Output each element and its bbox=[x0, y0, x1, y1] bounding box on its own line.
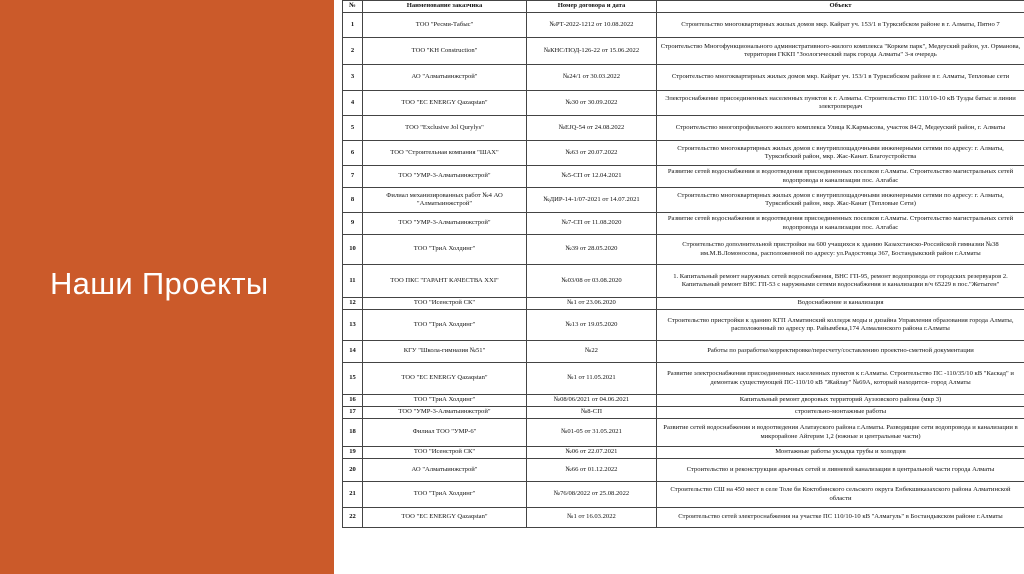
cell-contract: №76/08/2022 от 25.08.2022 bbox=[527, 482, 657, 508]
cell-contract: №06 от 22.07.2021 bbox=[527, 447, 657, 459]
table-row bbox=[343, 38, 1024, 65]
cell-object: Строительство СШ на 450 мест в селе Толе би Коктобинского сельского округа Енбекшиказахского района Алматинской области bbox=[657, 482, 1024, 508]
table-row bbox=[343, 235, 1024, 265]
table-row bbox=[343, 419, 1024, 447]
cell-customer: ТОО "Исенстрой СК" bbox=[363, 447, 527, 459]
cell-contract: №1 от 23.06.2020 bbox=[527, 298, 657, 310]
table-row bbox=[343, 459, 1024, 482]
cell-object: Монтажные работы укладка трубы и холодцев bbox=[657, 447, 1024, 459]
cell-contract: №EJQ-54 от 24.08.2022 bbox=[527, 116, 657, 141]
cell-number: 21 bbox=[343, 482, 363, 508]
cell-object: Развитие сетей водоснабжения и водоотведения присоединенных поселков г.Алматы. Строительство магистральных сетей водопровода и канализации пос. Алгабас bbox=[657, 166, 1024, 188]
cell-object: Строительство Многофункционального административного-жилого комплекса "Коркем парк", Медеуский район, ул. Орманова, территория ГККП "Зоологический парк города Алматы" 3-я очередь bbox=[657, 38, 1024, 65]
cell-number: 17 bbox=[343, 407, 363, 419]
table-row bbox=[343, 310, 1024, 341]
table-row bbox=[343, 65, 1024, 91]
cell-number: 12 bbox=[343, 298, 363, 310]
cell-customer: ТОО "KH Construction" bbox=[363, 38, 527, 65]
table-row bbox=[343, 188, 1024, 213]
cell-customer: ТОО "ТриА Холдинг" bbox=[363, 395, 527, 407]
cell-contract: №39 от 28.05.2020 bbox=[527, 235, 657, 265]
projects-table-container bbox=[342, 0, 1024, 574]
cell-contract: №7-СП от 11.08.2020 bbox=[527, 213, 657, 235]
cell-contract: №ДИР-14-1/07-2021 от 14.07.2021 bbox=[527, 188, 657, 213]
slide-title: Наши Проекты bbox=[50, 266, 269, 301]
cell-object: Водоснабжение и канализация bbox=[657, 298, 1024, 310]
table-row bbox=[343, 395, 1024, 407]
cell-object: Развитие электроснабжения присоединенных населенных пунктов к г.Алматы. Строительство ПС -110/35/10 кВ "Каскад" и демонтаж существующей ПС-110/10 кВ "Жайлау" №69А, который находится- город Алматы bbox=[657, 363, 1024, 395]
table-row bbox=[343, 91, 1024, 116]
cell-object: Строительство дополнительной пристройки на 600 учащихся к зданию Казахстанско-Российской гимназии №38 им.М.В.Ломоносова, расположенной по адресу: ул.Радостовца 367, Бостандыкский район г.Алматы bbox=[657, 235, 1024, 265]
table-row bbox=[343, 298, 1024, 310]
cell-number: 13 bbox=[343, 310, 363, 341]
header-contract: Номер договора и дата bbox=[527, 1, 657, 13]
cell-number: 16 bbox=[343, 395, 363, 407]
table-row bbox=[343, 116, 1024, 141]
cell-object: строительно-монтажные работы bbox=[657, 407, 1024, 419]
cell-customer: ТОО "УМР-3-Алматыинжстрой" bbox=[363, 213, 527, 235]
header-customer: Наименование заказчика bbox=[363, 1, 527, 13]
cell-number: 15 bbox=[343, 363, 363, 395]
cell-contract: №1 от 16.03.2022 bbox=[527, 508, 657, 528]
table-header-row bbox=[343, 1, 1024, 13]
table-row bbox=[343, 447, 1024, 459]
table-row bbox=[343, 141, 1024, 166]
cell-object: Развитие сетей водоснабжения и водоотведения присоединенных поселков г.Алматы. Строительство магистральных сетей водопровода и канализации пос. Алгабас bbox=[657, 213, 1024, 235]
cell-contract: №24/1 от 30.03.2022 bbox=[527, 65, 657, 91]
table-row bbox=[343, 508, 1024, 528]
table-row bbox=[343, 166, 1024, 188]
cell-number: 7 bbox=[343, 166, 363, 188]
cell-number: 18 bbox=[343, 419, 363, 447]
table-row bbox=[343, 265, 1024, 298]
cell-number: 19 bbox=[343, 447, 363, 459]
cell-contract: №РТ-2022-1212 от 10.08.2022 bbox=[527, 13, 657, 38]
cell-customer: ТОО "ТриА Холдинг" bbox=[363, 482, 527, 508]
cell-object: Электроснабжение присоединенных населенных пунктов к г. Алматы. Строительство ПС 110/10-10 кВ Тузды батыс и линии электропередач bbox=[657, 91, 1024, 116]
cell-number: 10 bbox=[343, 235, 363, 265]
cell-customer: ТОО "EC ENERGY Qazaqstan" bbox=[363, 363, 527, 395]
cell-customer: ТОО "ТриА Холдинг" bbox=[363, 235, 527, 265]
cell-object: 1. Капитальный ремонт наружных сетей водоснабжения, ВНС ГП-95, ремонт водопровода от городских резервуаров 2. Капитальный ремонт ВНС ГП-53 с наружными сетями водоснабжения и канализации в/ч 65229 в пос."Жетыген" bbox=[657, 265, 1024, 298]
cell-contract: №КНС/ПОД-126-22 от 15.06.2022 bbox=[527, 38, 657, 65]
cell-number: 8 bbox=[343, 188, 363, 213]
cell-number: 20 bbox=[343, 459, 363, 482]
cell-contract: №22 bbox=[527, 341, 657, 363]
cell-contract: №8-СП bbox=[527, 407, 657, 419]
cell-customer: ТОО "УМР-3-Алматыинжстрой" bbox=[363, 166, 527, 188]
cell-contract: №03/08 от 03.08.2020 bbox=[527, 265, 657, 298]
cell-customer: ТОО "УМР-3-Алматыинжстрой" bbox=[363, 407, 527, 419]
table-row bbox=[343, 407, 1024, 419]
cell-object: Строительство сетей электроснабжения на участке ПС 110/10-10 кВ "Алмагуль" в Бостандыкском районе г.Алматы bbox=[657, 508, 1024, 528]
cell-object: Строительство многоквартирных жилых домов с внутриплощадочными инженерными сетями по адресу: г. Алматы, Турксибский район, мкр. Жас-Канат (Тепловые Сети) bbox=[657, 188, 1024, 213]
projects-table bbox=[342, 0, 1024, 528]
cell-object: Работы по разработке/корректировке/пересчету/составлению проектно-сметной документации bbox=[657, 341, 1024, 363]
cell-contract: №63 от 20.07.2022 bbox=[527, 141, 657, 166]
cell-customer: ТОО "Ресми-Табыс" bbox=[363, 13, 527, 38]
table-row bbox=[343, 363, 1024, 395]
cell-customer: ТОО "EC ENERGY Qazaqstan" bbox=[363, 91, 527, 116]
cell-number: 1 bbox=[343, 13, 363, 38]
cell-number: 9 bbox=[343, 213, 363, 235]
cell-customer: АО "Алматыинжстрой" bbox=[363, 459, 527, 482]
cell-customer: ТОО "Исенстрой СК" bbox=[363, 298, 527, 310]
cell-object: Строительство пристройки к зданию КГП Алматинский колледж моды и дизайна Управления образования города Алматы, расположенный по адресу пр. Райымбека,174 Алмалинского района г.Алматы bbox=[657, 310, 1024, 341]
cell-contract: №1 от 11.05.2021 bbox=[527, 363, 657, 395]
cell-customer: АО "Алматыинжстрой" bbox=[363, 65, 527, 91]
cell-object: Строительство и реконструкция арычных сетей и ливневой канализации в центральной части города Алматы bbox=[657, 459, 1024, 482]
table-row bbox=[343, 213, 1024, 235]
cell-customer: ТОО "EC ENERGY Qazaqstan" bbox=[363, 508, 527, 528]
table-row bbox=[343, 341, 1024, 363]
cell-object: Капитальный ремонт дворовых территорий Ауэзовского района (мкр 3) bbox=[657, 395, 1024, 407]
cell-customer: Филиал механизированных работ №4 АО "Алматыинжстрой" bbox=[363, 188, 527, 213]
cell-number: 5 bbox=[343, 116, 363, 141]
cell-object: Строительство многопрофильного жилого комплекса Улица К.Кармысова, участок 84/2, Медеуский район, г. Алматы bbox=[657, 116, 1024, 141]
cell-number: 14 bbox=[343, 341, 363, 363]
cell-number: 2 bbox=[343, 38, 363, 65]
cell-number: 11 bbox=[343, 265, 363, 298]
cell-customer: ТОО ПКС "ГАРАНТ КАЧЕСТВА XXI" bbox=[363, 265, 527, 298]
cell-customer: Филиал ТОО "УМР-6" bbox=[363, 419, 527, 447]
cell-number: 22 bbox=[343, 508, 363, 528]
cell-customer: ТОО "Exclusive Jol Qurylys" bbox=[363, 116, 527, 141]
cell-contract: №01-05 от 31.05.2021 bbox=[527, 419, 657, 447]
header-number: № bbox=[343, 1, 363, 13]
cell-object: Строительство многоквартирных жилых домов мкр. Кайрат уч. 153/1 в Турксибском районе в г. Алматы, Тепловые сети bbox=[657, 65, 1024, 91]
cell-object: Строительство многоквартирных жилых домов с внутриплощадочными инженерными сетями по адресу: г. Алматы, Турксибский район, мкр. Жас-Канат. Благоустройства bbox=[657, 141, 1024, 166]
cell-object: Развитие сетей водоснабжения и водоотведения Алатауского района г.Алматы. Разводящие сети водопровода и канализации в микрорайоне Айгерим 1,2 (южные и центральные части) bbox=[657, 419, 1024, 447]
cell-number: 3 bbox=[343, 65, 363, 91]
table-row bbox=[343, 482, 1024, 508]
cell-contract: №66 от 01.12.2022 bbox=[527, 459, 657, 482]
cell-contract: №08/06/2021 от 04.06.2021 bbox=[527, 395, 657, 407]
cell-contract: №30 от 30.09.2022 bbox=[527, 91, 657, 116]
cell-number: 4 bbox=[343, 91, 363, 116]
title-panel bbox=[0, 0, 334, 574]
cell-customer: ТОО "ТриА Холдинг" bbox=[363, 310, 527, 341]
cell-customer: ТОО "Строительная компания "ШАХ" bbox=[363, 141, 527, 166]
cell-object: Строительство многоквартирных жилых домов мкр. Кайрат уч. 153/1 в Турксибском районе в г. Алматы, Пятно 7 bbox=[657, 13, 1024, 38]
header-object: Объект bbox=[657, 1, 1024, 13]
cell-customer: КГУ "Школа-гимназия №51" bbox=[363, 341, 527, 363]
cell-contract: №5-СП от 12.04.2021 bbox=[527, 166, 657, 188]
table-row bbox=[343, 13, 1024, 38]
cell-number: 6 bbox=[343, 141, 363, 166]
cell-contract: №13 от 19.05.2020 bbox=[527, 310, 657, 341]
